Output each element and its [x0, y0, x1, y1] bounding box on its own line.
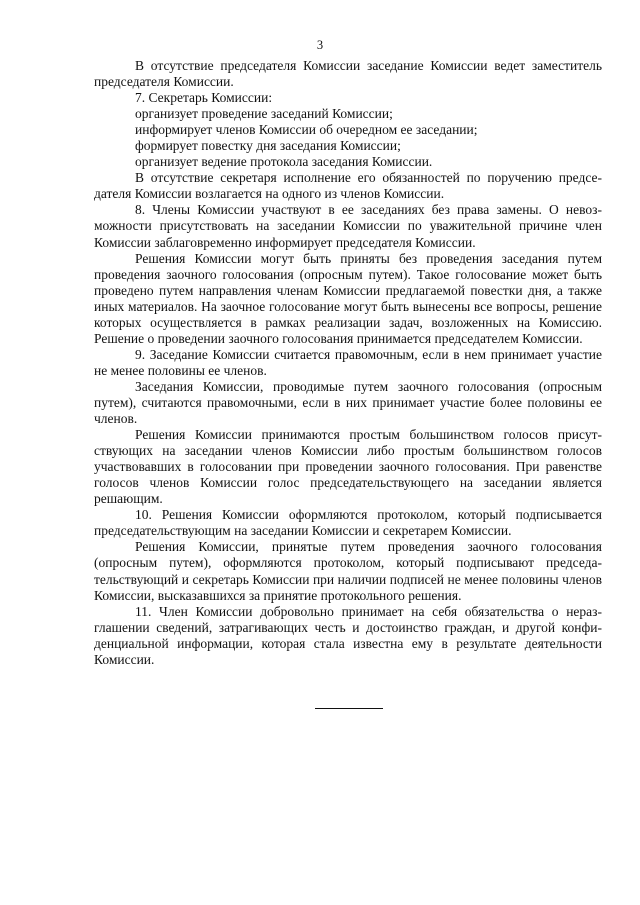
paragraph-majority-decisions: Решения Комиссии принимаются простым большинством голосов присутствующих на заседании членов Комиссии либо простым большинством голосов участвовавших в голосовании при проведении заочного голосования. При равенстве голосов членов Комиссии голос председательствующего на заседании является решающим. [94, 427, 602, 507]
paragraph-deputy-chair: В отсутствие председателя Комиссии заседание Комиссии ведет заместитель председателя Комиссии. [94, 58, 602, 90]
paragraph-absentee-protocol: Решения Комиссии, принятые путем проведения заочного голосования (опросным путем), оформляются протоколом, который подписывают председательствующий и секретарь Комиссии при наличии подписей не менее половины членов Комиссии, высказавшихся за принятие протокольного решения. [94, 539, 602, 603]
paragraph-absentee-quorum: Заседания Комиссии, проводимые путем заочного голосования (опросным путем), считаются правомочными, если в них принимает участие более половины ее членов. [94, 378, 602, 427]
list-item-secretary-duty-4: организует ведение протокола заседания Комиссии. [135, 154, 433, 170]
paragraph-quorum: 9. Заседание Комиссии считается правомочным, если в нем принимает участие не менее половины ее членов. [94, 346, 602, 378]
paragraph-absentee-voting: Решения Комиссии могут быть приняты без проведения заседания путем проведения заочного голосования (опросным путем). Такое голосование может быть проведено путем направления членам Комиссии предлагаемой повестки дня, а также иных материалов. На заочное голосование могут быть вынесены все вопросы, решение которых осуществляется в рамках реализации задач, возложенных на Комиссию. Решение о проведении заочного голосования принимается председателем Комиссии. [94, 250, 602, 346]
paragraph-confidentiality: 11. Член Комиссии добровольно принимает на себя обязательства о неразглашении сведений, затрагивающих честь и достоинство граждан, и другой конфиденциальной информации, которая стала известна ему в результате деятельности Комиссии. [94, 603, 602, 667]
document-body [94, 58, 602, 668]
list-item-secretary-duty-3: формирует повестку дня заседания Комиссии; [135, 138, 401, 154]
paragraph-protocol: 10. Решения Комиссии оформляются протоколом, который подписывается председательствующим на заседании Комиссии и секретарем Комиссии. [94, 507, 602, 539]
paragraph-secretary-heading: 7. Секретарь Комиссии: [135, 90, 273, 106]
page-number: 3 [316, 38, 324, 52]
list-item-secretary-duty-2: информирует членов Комиссии об очередном ее заседании; [135, 122, 478, 138]
end-of-document-rule [315, 708, 383, 709]
paragraph-members-participation: 8. Члены Комиссии участвуют в ее заседаниях без права замены. О невозможности присутствовать на заседании Комиссии по уважительной причине член Комиссии заблаговременно информирует председателя Комиссии. [94, 202, 602, 250]
list-item-secretary-duty-1: организует проведение заседаний Комиссии; [135, 106, 393, 122]
paragraph-secretary-absence: В отсутствие секретаря исполнение его обязанностей по поручению председателя Комиссии возлагается на одного из членов Комиссии. [94, 170, 602, 202]
